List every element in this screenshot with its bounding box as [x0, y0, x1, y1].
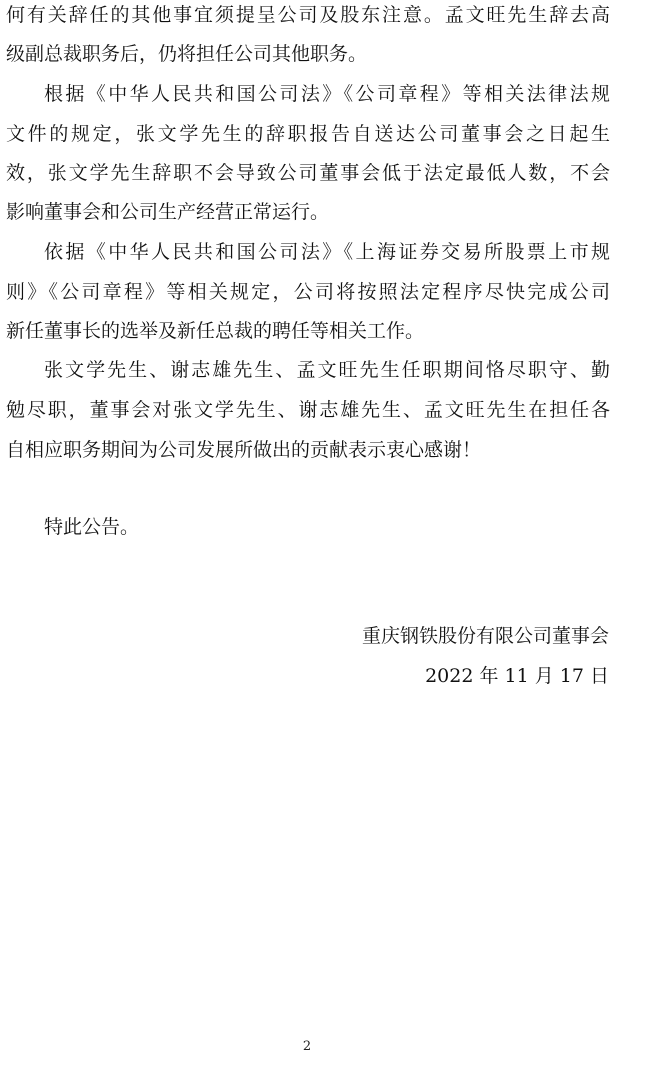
- text-line: 效，张文学先生辞职不会导致公司董事会低于法定最低人数，不会: [6, 162, 610, 184]
- text-line: 新任董事长的选举及新任总裁的聘任等相关工作。: [6, 320, 425, 342]
- announcement-date: 2022 年 11 月 17 日: [425, 665, 609, 687]
- text-line: 文件的规定，张文学先生的辞职报告自送达公司董事会之日起生: [6, 123, 610, 145]
- text-line: 根据《中华人民共和国公司法》《公司章程》等相关法律法规: [44, 83, 610, 105]
- text-line: 张文学先生、谢志雄先生、孟文旺先生任职期间恪尽职守、勤: [44, 359, 610, 381]
- text-line: 何有关辞任的其他事宜须提呈公司及股东注意。孟文旺先生辞去高: [6, 4, 610, 26]
- page-number: 2: [302, 1039, 312, 1054]
- closing-statement: 特此公告。: [44, 516, 140, 538]
- signatory: 重庆钢铁股份有限公司董事会: [361, 625, 609, 647]
- text-line: 自相应职务期间为公司发展所做出的贡献表示衷心感谢！: [6, 439, 482, 461]
- text-line: 影响董事会和公司生产经营正常运行。: [6, 201, 330, 223]
- text-line: 则》《公司章程》等相关规定，公司将按照法定程序尽快完成公司: [6, 281, 610, 303]
- text-line: 依据《中华人民共和国公司法》《上海证券交易所股票上市规: [44, 241, 610, 263]
- text-line: 勉尽职，董事会对张文学先生、谢志雄先生、孟文旺先生在担任各: [6, 399, 610, 421]
- text-line: 级副总裁职务后，仍将担任公司其他职务。: [6, 43, 368, 65]
